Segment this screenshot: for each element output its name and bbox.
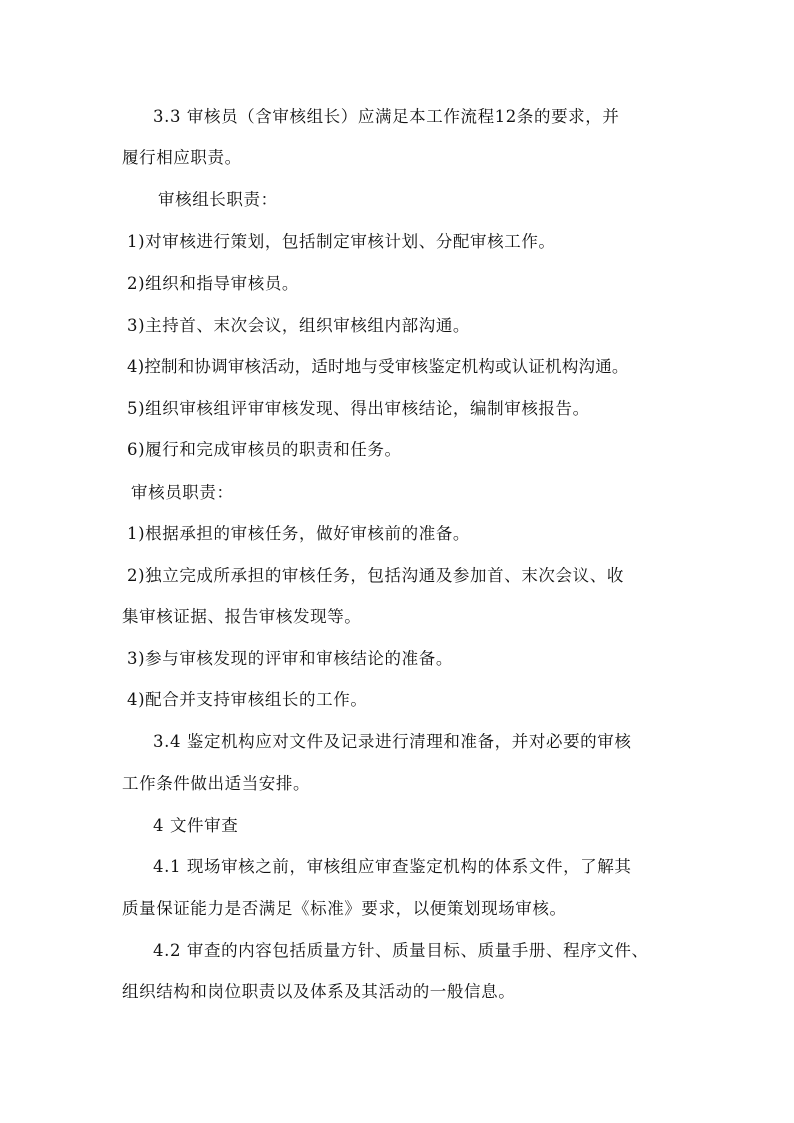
leader-duty-1: 1)对审核进行策划，包括制定审核计划、分配审核工作。: [127, 232, 556, 251]
heading-team-leader-duties: 审核组长职责：: [158, 190, 278, 209]
auditor-duty-4: 4)配合并支持审核组长的工作。: [127, 690, 368, 709]
paragraph-3-3-line-1: 3.3 审核员（含审核组长）应满足本工作流程12条的要求，并: [153, 107, 620, 126]
auditor-duty-2-line-1: 2)独立完成所承担的审核任务，包括沟通及参加首、末次会议、收: [127, 566, 624, 585]
paragraph-3-3-line-2: 履行相应职责。: [122, 148, 242, 167]
paragraph-4-1-line-1: 4.1 现场审核之前，审核组应审查鉴定机构的体系文件，了解其: [153, 857, 632, 876]
leader-duty-6: 6)履行和完成审核员的职责和任务。: [127, 440, 402, 459]
auditor-duty-1: 1)根据承担的审核任务，做好审核前的准备。: [127, 524, 471, 543]
leader-duty-5: 5)组织审核组评审审核发现、得出审核结论，编制审核报告。: [127, 399, 590, 418]
paragraph-3-4-line-1: 3.4 鉴定机构应对文件及记录进行清理和准备，并对必要的审核: [153, 732, 632, 751]
paragraph-3-4-line-2: 工作条件做出适当安排。: [122, 774, 311, 793]
paragraph-4-2-line-2: 组织结构和岗位职责以及体系及其活动的一般信息。: [122, 982, 516, 1001]
leader-duty-4: 4)控制和协调审核活动，适时地与受审核鉴定机构或认证机构沟通。: [127, 357, 629, 376]
auditor-duty-3: 3)参与审核发现的评审和审核结论的准备。: [127, 649, 453, 668]
paragraph-4-1-line-2: 质量保证能力是否满足《标准》要求，以便策划现场审核。: [122, 899, 567, 918]
heading-auditor-duties: 审核员职责：: [131, 483, 234, 502]
leader-duty-3: 3)主持首、末次会议，组织审核组内部沟通。: [127, 316, 471, 335]
section-4-heading: 4 文件审查: [153, 816, 239, 835]
auditor-duty-2-line-2: 集审核证据、报告审核发现等。: [122, 607, 362, 626]
paragraph-4-2-line-1: 4.2 审查的内容包括质量方针、质量目标、质量手册、程序文件、: [153, 941, 649, 960]
leader-duty-2: 2)组织和指导审核员。: [127, 274, 300, 293]
